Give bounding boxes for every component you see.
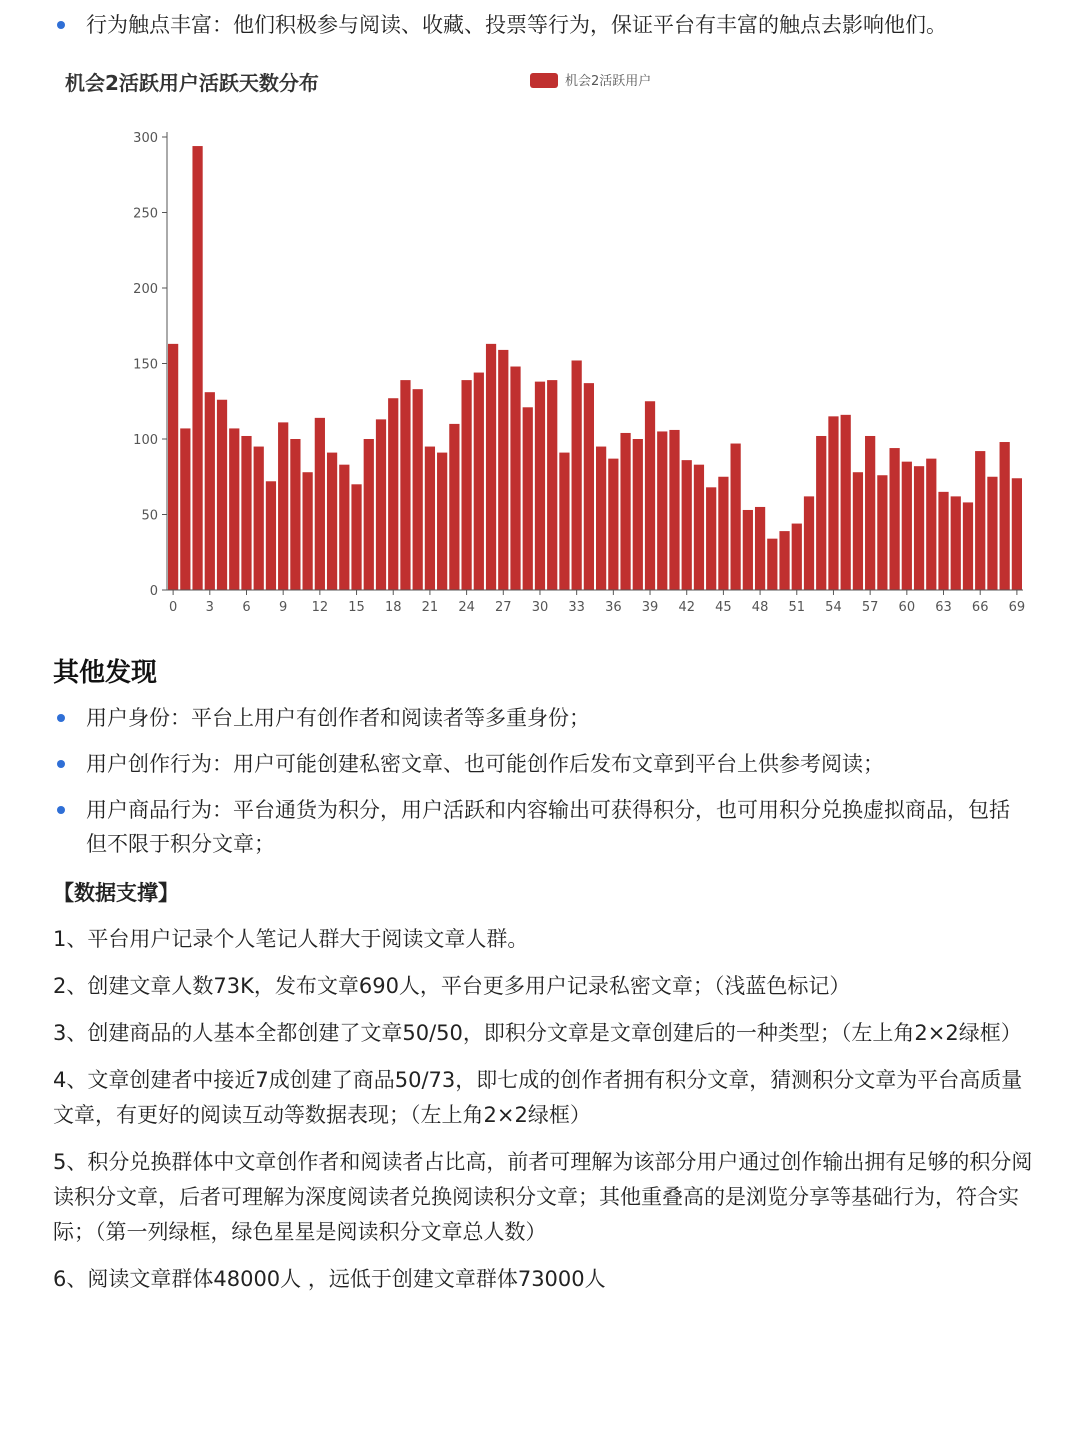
chart-bar xyxy=(816,436,826,590)
chart-bar xyxy=(315,418,325,590)
y-tick-label: 250 xyxy=(133,206,158,222)
chart-bar xyxy=(731,444,741,590)
support-heading: 【数据支撑】 xyxy=(53,881,179,905)
chart-bar xyxy=(535,382,545,590)
bullet-dot-icon xyxy=(57,806,65,814)
chart-bar xyxy=(669,430,679,590)
x-tick-label: 27 xyxy=(495,600,512,615)
chart-bar xyxy=(266,481,276,590)
chart-bar xyxy=(792,524,802,590)
x-tick-label: 0 xyxy=(168,600,178,615)
chart-bar xyxy=(645,401,655,590)
chart-bar xyxy=(620,433,630,590)
x-tick-label: 42 xyxy=(678,600,695,615)
x-tick-label: 69 xyxy=(1008,600,1026,615)
bullet-dot-icon xyxy=(57,714,65,722)
x-tick-label: 45 xyxy=(715,600,732,615)
x-tick-label: 30 xyxy=(531,600,549,615)
chart-canvas xyxy=(60,60,1040,620)
x-tick-label: 33 xyxy=(568,600,585,615)
list-item xyxy=(0,701,1080,735)
chart-bar xyxy=(474,373,484,590)
chart-bar xyxy=(523,407,533,590)
chart-bar xyxy=(303,472,313,590)
chart-bar xyxy=(241,436,251,590)
chart-bar xyxy=(437,453,447,590)
chart-bar xyxy=(755,507,765,590)
chart-bar xyxy=(180,428,190,590)
bullet-dot-icon xyxy=(57,21,65,29)
bullet-text: 行为触点丰富：他们积极参与阅读、收藏、投票等行为，保证平台有丰富的触点去影响他们。 xyxy=(86,13,947,37)
chart-bar xyxy=(388,398,398,590)
chart-bar xyxy=(486,344,496,590)
chart-bar xyxy=(633,439,643,590)
chart-bar xyxy=(192,146,202,590)
chart-bar xyxy=(364,439,374,590)
x-tick-label: 24 xyxy=(458,600,475,615)
other-findings-list xyxy=(0,701,1080,873)
chart-bar xyxy=(889,448,899,590)
x-tick-label: 12 xyxy=(311,600,329,615)
intro-bullet-list xyxy=(0,8,1080,42)
y-tick-label: 150 xyxy=(133,357,158,373)
support-point: 2、创建文章人数73K，发布文章690人，平台更多用户记录私密文章；（浅蓝色标记） xyxy=(53,974,851,998)
x-tick-label: 57 xyxy=(861,600,879,615)
chart-bar xyxy=(278,422,288,590)
chart-bar xyxy=(1012,478,1022,590)
bullet-text: 用户身份：平台上用户有创作者和阅读者等多重身份； xyxy=(86,706,590,730)
x-tick-label: 9 xyxy=(279,600,288,615)
chart-bar xyxy=(767,539,777,590)
x-tick-label: 6 xyxy=(242,600,251,615)
chart-bar xyxy=(682,460,692,590)
chart-title: 机会2活跃用户活跃天数分布 xyxy=(65,71,319,95)
support-point: 4、文章创建者中接近7成创建了商品50/73，即七成的创作者拥有积分文章，猜测积分文章为平台高质量文章，有更好的阅读互动等数据表现；（左上角2×2绿框） xyxy=(53,1068,1023,1127)
section-title-other: 其他发现 xyxy=(53,658,158,688)
chart-bar xyxy=(376,419,386,590)
x-tick-label: 21 xyxy=(421,600,439,615)
chart-bar xyxy=(413,389,423,590)
chart-bar xyxy=(559,453,569,590)
chart-bar xyxy=(608,459,618,590)
x-tick-label: 48 xyxy=(751,600,769,615)
chart-bar xyxy=(339,465,349,590)
support-point: 3、创建商品的人基本全都创建了文章50/50，即积分文章是文章创建后的一种类型；（左上角2×2绿框） xyxy=(53,1021,1022,1045)
active-days-chart xyxy=(60,60,1040,620)
chart-bar xyxy=(865,436,875,590)
chart-bar xyxy=(804,496,814,590)
chart-bar xyxy=(1000,442,1010,590)
chart-bar xyxy=(510,367,520,590)
chart-bar xyxy=(596,447,606,590)
y-tick-label: 0 xyxy=(149,584,158,599)
chart-bar xyxy=(327,453,337,590)
chart-bar xyxy=(205,392,215,590)
x-tick-label: 66 xyxy=(971,600,989,615)
chart-bar xyxy=(229,428,239,590)
chart-bar xyxy=(828,416,838,590)
list-item xyxy=(0,747,1080,781)
x-tick-label: 51 xyxy=(788,600,806,615)
chart-bar xyxy=(914,466,924,590)
chart-bar xyxy=(168,344,178,590)
chart-bar xyxy=(706,487,716,590)
chart-bar xyxy=(853,472,863,590)
x-tick-label: 15 xyxy=(348,600,365,615)
chart-bar xyxy=(987,477,997,590)
chart-bar xyxy=(498,350,508,590)
x-tick-label: 54 xyxy=(825,600,842,615)
chart-bar xyxy=(547,380,557,590)
chart-bar xyxy=(254,447,264,590)
x-tick-label: 63 xyxy=(935,600,952,615)
support-point: 6、阅读文章群体48000人 ，远低于创建文章群体73000人 xyxy=(53,1267,606,1291)
y-tick-label: 50 xyxy=(141,508,158,524)
chart-bar xyxy=(351,484,361,590)
support-point: 5、积分兑换群体中文章创作者和阅读者占比高，前者可理解为该部分用户通过创作输出拥有足够的积分阅读积分文章，后者可理解为深度阅读者兑换阅读积分文章；其他重叠高的是浏览分享等基础行为，符合实际；（第一列绿框，绿色星星是阅读积分文章总人数） xyxy=(53,1150,1033,1244)
chart-bar xyxy=(902,462,912,590)
support-points xyxy=(53,922,1033,1309)
chart-bar xyxy=(743,510,753,590)
chart-bar xyxy=(584,383,594,590)
chart-bar xyxy=(975,451,985,590)
chart-bar xyxy=(938,492,948,590)
chart-bar xyxy=(449,424,459,590)
x-tick-label: 60 xyxy=(898,600,916,615)
chart-bar xyxy=(657,431,667,590)
chart-bar xyxy=(572,360,582,590)
chart-bar xyxy=(718,477,728,590)
chart-bar xyxy=(779,531,789,590)
list-item xyxy=(0,8,1080,42)
y-tick-label: 200 xyxy=(133,282,158,297)
chart-bar xyxy=(400,380,410,590)
chart-bar xyxy=(217,400,227,590)
y-tick-label: 100 xyxy=(133,433,158,448)
x-tick-label: 18 xyxy=(384,600,402,615)
chart-bar xyxy=(290,439,300,590)
legend-label: 机会2活跃用户 xyxy=(565,74,652,89)
chart-bar xyxy=(951,496,961,590)
bullet-text: 用户商品行为：平台通货为积分，用户活跃和内容输出可获得积分，也可用积分兑换虚拟商品，包括但不限于积分文章； xyxy=(86,798,1010,856)
y-tick-label: 300 xyxy=(133,131,158,146)
x-tick-label: 36 xyxy=(605,600,622,615)
chart-bar xyxy=(926,459,936,590)
legend-swatch xyxy=(530,73,558,88)
x-tick-label: 39 xyxy=(641,600,659,615)
support-point: 1、平台用户记录个人笔记人群大于阅读文章人群。 xyxy=(53,927,529,951)
list-item xyxy=(0,793,1080,861)
chart-bar xyxy=(461,380,471,590)
chart-bar xyxy=(694,465,704,590)
bullet-text: 用户创作行为：用户可能创建私密文章、也可能创作后发布文章到平台上供参考阅读； xyxy=(86,752,884,776)
chart-bar xyxy=(963,502,973,590)
chart-bar xyxy=(877,475,887,590)
chart-bar xyxy=(425,447,435,590)
bullet-dot-icon xyxy=(57,760,65,768)
x-tick-label: 3 xyxy=(205,600,214,615)
chart-bar xyxy=(841,415,851,590)
